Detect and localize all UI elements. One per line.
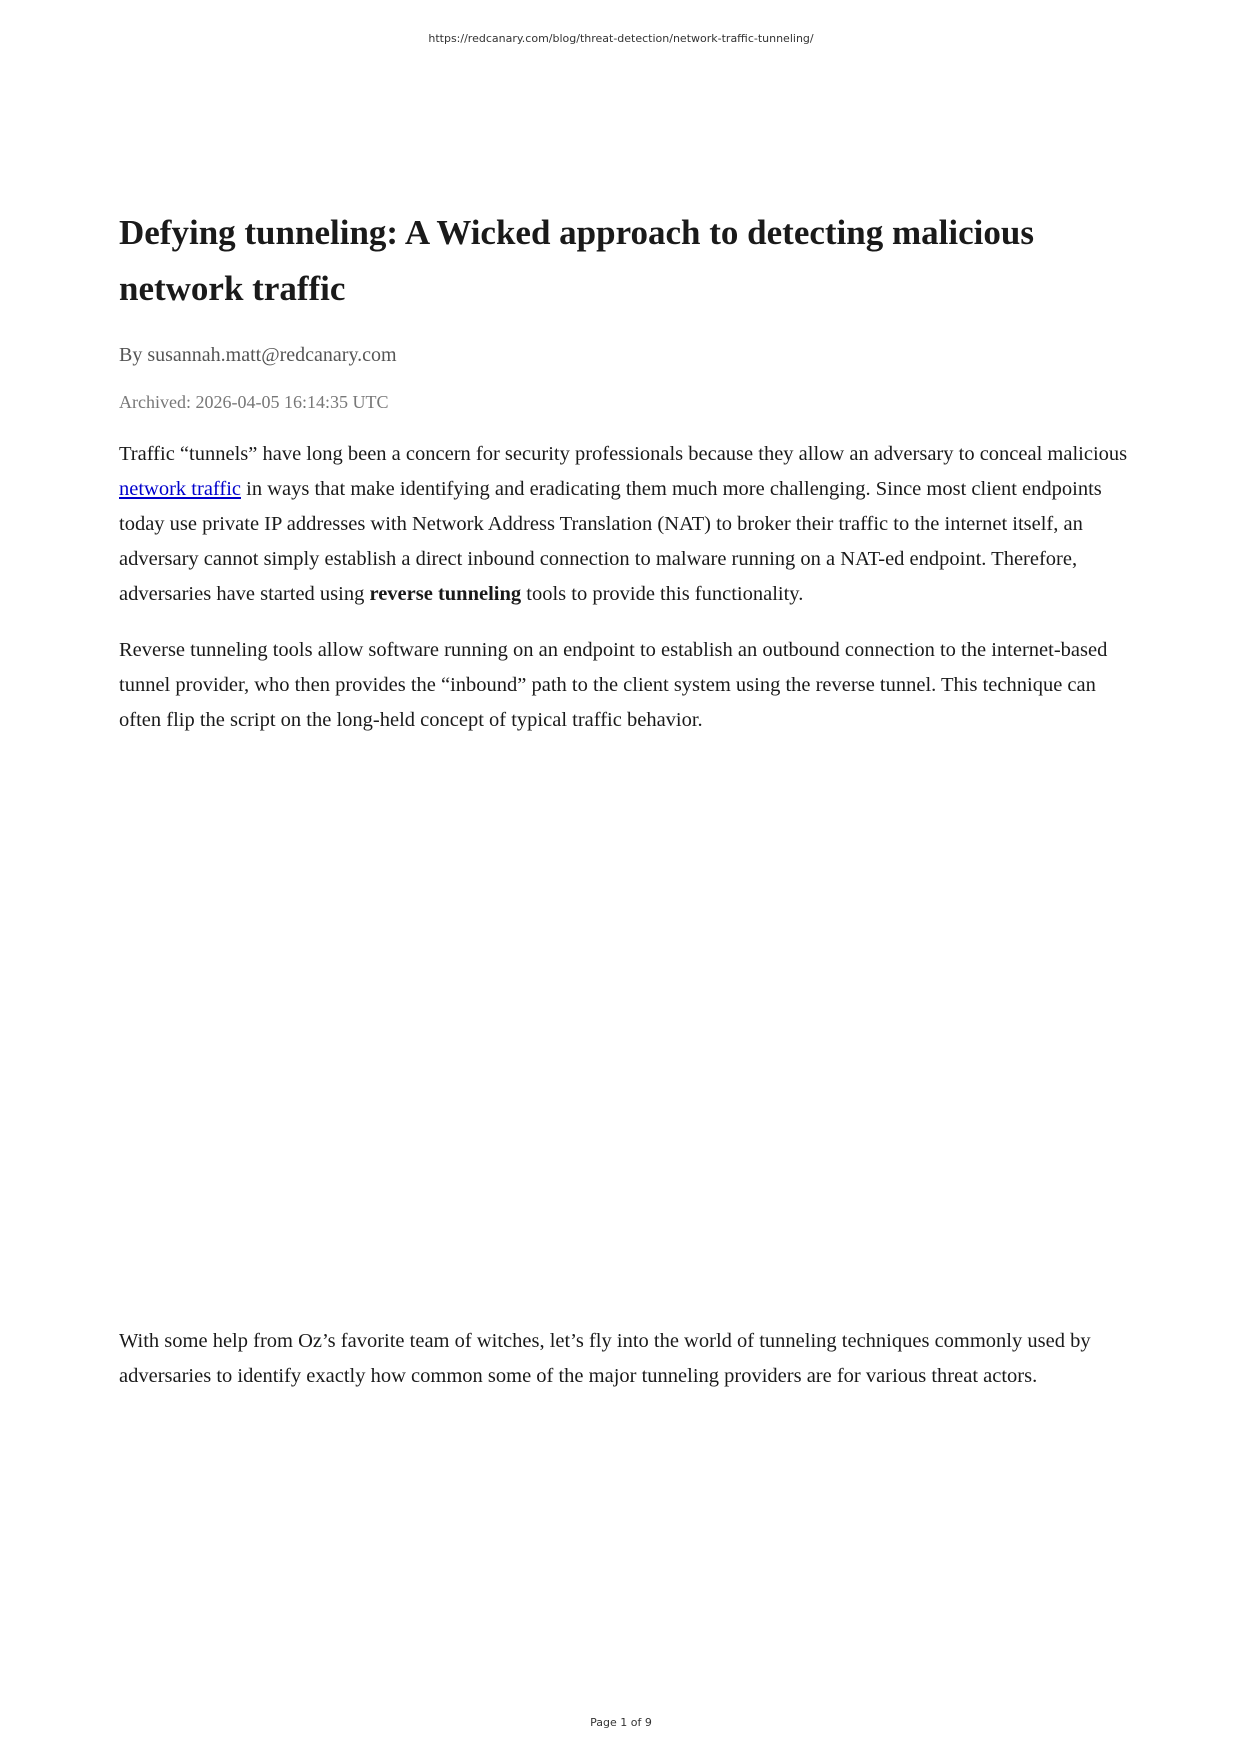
byline: By susannah.matt@redcanary.com	[119, 344, 397, 366]
page-number: Page 1 of 9	[590, 1716, 652, 1729]
article	[119, 205, 1129, 1394]
page-url-header: https://redcanary.com/blog/threat-detection/network-traffic-tunneling/	[428, 32, 814, 45]
article-title: Defying tunneling: A Wicked approach to detecting malicious network traffic	[119, 213, 1034, 308]
network-traffic-link[interactable]: network traffic	[119, 478, 241, 500]
intro-text-start: Traffic “tunnels” have long been a concern for security professionals because they allow an adversary to conceal malicious	[119, 443, 1128, 465]
intro-text-end: tools to provide this functionality.	[521, 583, 804, 605]
blank-figure-area	[119, 738, 1129, 1302]
archived-timestamp: Archived: 2026-04-05 16:14:35 UTC	[119, 392, 389, 412]
intro-text-middle: in ways that make identifying and eradicating them much more challenging. Since most client endpoints today use private IP addresses with Network Address Translation (NAT) to broker their traffic to the internet itself, an adversary cannot simply establish a direct inbound connection to malware running on a NAT-ed endpoint. Therefore, adversaries have started using	[119, 478, 1102, 605]
intro-paragraph	[119, 437, 1129, 612]
reverse-tunneling-emphasis: reverse tunneling	[369, 583, 522, 605]
oz-paragraph: With some help from Oz’s favorite team of witches, let’s fly into the world of tunneling techniques commonly used by adversaries to identify exactly how common some of the major tunneling providers are for various threat actors.	[119, 1330, 1091, 1387]
reverse-tunneling-paragraph: Reverse tunneling tools allow software running on an endpoint to establish an outbound connection to the internet-based tunnel provider, who then provides the “inbound” path to the client system using the reverse tunnel. This technique can often flip the script on the long-held concept of typical traffic behavior.	[119, 639, 1108, 731]
